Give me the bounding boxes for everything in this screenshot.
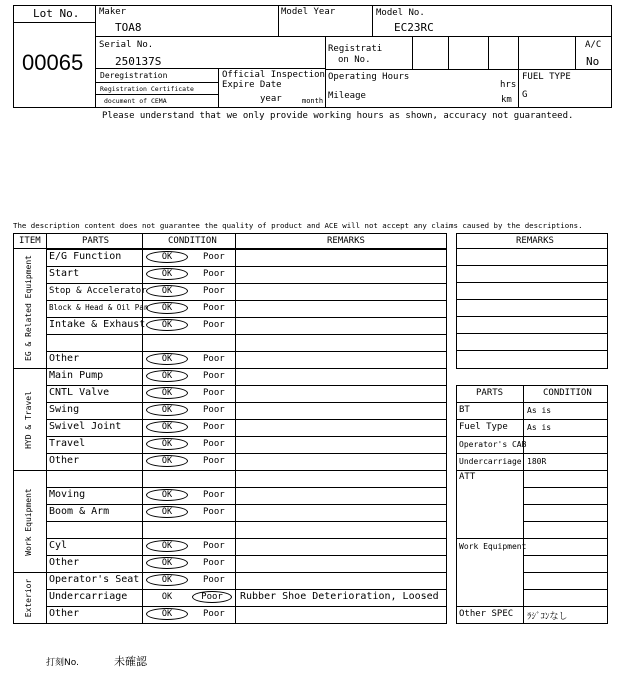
part-name: Stop & Accelerator [49, 286, 147, 296]
condition-poor[interactable]: Poor [203, 371, 225, 381]
mileage-label: Mileage [328, 91, 366, 101]
part-name: Other [49, 608, 80, 619]
condition-poor[interactable]: Poor [192, 591, 232, 603]
hrs-label: hrs [500, 80, 517, 90]
part-name: Start [49, 268, 80, 279]
fuel-type-value: G [522, 90, 528, 100]
condition-poor[interactable]: Poor [203, 320, 225, 330]
right-part-undercarriage: Undercarriage [459, 457, 522, 466]
stamp-value: 未確認 [114, 655, 147, 668]
remarks-table [456, 233, 608, 369]
model-no-label: Model No. [376, 8, 425, 18]
right-parts-header: PARTS [476, 388, 504, 398]
condition-ok[interactable]: OK [146, 404, 188, 416]
registration-certificate-label: Registration Certificate [100, 85, 194, 93]
condition-ok[interactable]: OK [146, 506, 188, 518]
deregistration-label: Deregistration [100, 71, 168, 80]
col-item-header: ITEM [19, 236, 41, 246]
fuel-type-label: FUEL TYPE [522, 72, 571, 82]
condition-poor[interactable]: Poor [203, 252, 225, 262]
expire-date-label: Expire Date [222, 80, 282, 90]
condition-poor[interactable]: Poor [203, 269, 225, 279]
right-condition-bt: As is [527, 406, 552, 415]
serial-no-label: Serial No. [99, 40, 154, 50]
condition-ok[interactable]: OK [146, 421, 188, 433]
part-name: Boom & Arm [49, 506, 110, 517]
part-name: CNTL Valve [49, 387, 110, 398]
part-name: Cyl [49, 540, 68, 551]
col-parts-header: PARTS [82, 236, 110, 246]
condition-ok[interactable]: OK [146, 251, 188, 263]
part-name: E/G Function [49, 251, 122, 262]
group-label-eg: EG & Related Equipment [24, 255, 33, 361]
ac-label: A/C [585, 40, 602, 50]
model-no-value: EC23RC [394, 21, 434, 34]
condition-poor[interactable]: Poor [203, 439, 225, 449]
lot-no-label: Lot No. [33, 7, 80, 20]
part-name: Swing [49, 404, 80, 415]
condition-ok[interactable]: OK [146, 489, 188, 501]
col-remarks-header: REMARKS [327, 236, 365, 246]
registration-no-label-2: on No. [338, 55, 371, 65]
condition-poor[interactable]: Poor [203, 575, 225, 585]
month-label: month [302, 97, 324, 105]
right-condition-fuel-type: As is [527, 423, 552, 432]
stamp-label: 打刻No. [46, 658, 79, 668]
part-name: Swivel Joint [49, 421, 122, 432]
maker-label: Maker [99, 7, 127, 17]
part-name: Block & Head & Oil Pan [49, 303, 149, 312]
group-label-hyd: HYD & Travel [24, 391, 33, 449]
condition-poor[interactable]: Poor [203, 303, 225, 313]
condition-poor[interactable]: Poor [203, 541, 225, 551]
condition-ok[interactable]: OK [146, 302, 188, 314]
condition-ok[interactable]: OK [161, 592, 173, 602]
condition-ok[interactable]: OK [146, 574, 188, 586]
disclaimer: The description content does not guarantee the quality of product and ACE will not accept any claims caused by the descriptions. [13, 221, 583, 230]
right-part-fuel-type: Fuel Type [459, 422, 508, 432]
hours-notice: Please understand that we only provide working hours as shown, accuracy not guaranteed. [102, 111, 574, 121]
right-remarks-header: REMARKS [516, 236, 554, 246]
condition-ok[interactable]: OK [146, 455, 188, 467]
condition-ok[interactable]: OK [146, 557, 188, 569]
condition-ok[interactable]: OK [146, 370, 188, 382]
condition-ok[interactable]: OK [146, 438, 188, 450]
condition-ok[interactable]: OK [146, 268, 188, 280]
condition-poor[interactable]: Poor [203, 609, 225, 619]
condition-poor[interactable]: Poor [203, 490, 225, 500]
condition-poor[interactable]: Poor [203, 286, 225, 296]
part-name: Main Pump [49, 370, 104, 381]
part-name: Other [49, 353, 80, 364]
condition-poor[interactable]: Poor [203, 507, 225, 517]
right-condition-header: CONDITION [543, 388, 592, 398]
condition-ok[interactable]: OK [146, 387, 188, 399]
condition-poor[interactable]: Poor [203, 388, 225, 398]
right-part-bt: BT [459, 405, 470, 415]
condition-poor[interactable]: Poor [203, 354, 225, 364]
km-label: km [501, 95, 512, 105]
year-label: year [260, 94, 282, 104]
part-name: Moving [49, 489, 86, 500]
condition-poor[interactable]: Poor [203, 422, 225, 432]
operating-hours-label: Operating Hours [328, 72, 410, 82]
maker-value: TOA8 [115, 21, 142, 34]
ac-value: No [586, 55, 600, 68]
remarks-cell: Rubber Shoe Deterioration, Loosed [240, 591, 439, 602]
col-condition-header: CONDITION [168, 236, 217, 246]
part-name: Undercarriage [49, 591, 128, 602]
condition-ok[interactable]: OK [146, 319, 188, 331]
part-name: Operator's Seat [49, 574, 140, 585]
part-name: Other [49, 455, 80, 466]
part-name: Travel [49, 438, 86, 449]
other-spec-value: ﾗｼﾞｺﾝなし [527, 612, 568, 622]
right-part-operators-cab: Operator's CAB [459, 440, 527, 449]
lot-no-value: 00065 [22, 50, 84, 75]
document-of-cema-label: document of CEMA [104, 97, 167, 105]
condition-ok[interactable]: OK [146, 285, 188, 297]
condition-ok[interactable]: OK [146, 540, 188, 552]
condition-ok[interactable]: OK [146, 608, 188, 620]
registration-no-label-1: Registrati [328, 44, 383, 54]
condition-poor[interactable]: Poor [203, 558, 225, 568]
group-label-exterior: Exterior [24, 578, 33, 618]
group-label-work: Work Equipment [24, 488, 33, 556]
part-name: Intake & Exhaust [49, 319, 146, 330]
right-condition-undercarriage: 180R [527, 457, 547, 466]
model-year-label: Model Year [281, 7, 336, 17]
work-equipment-label: Work Equipment [459, 542, 527, 551]
official-inspection-label: Official Inspection [222, 70, 325, 80]
condition-poor[interactable]: Poor [203, 456, 225, 466]
condition-ok[interactable]: OK [146, 353, 188, 365]
condition-poor[interactable]: Poor [203, 405, 225, 415]
part-name: Other [49, 557, 80, 568]
serial-no-value: 250137S [115, 55, 162, 68]
att-label: ATT [459, 472, 476, 482]
other-spec-label: Other SPEC [459, 609, 514, 619]
